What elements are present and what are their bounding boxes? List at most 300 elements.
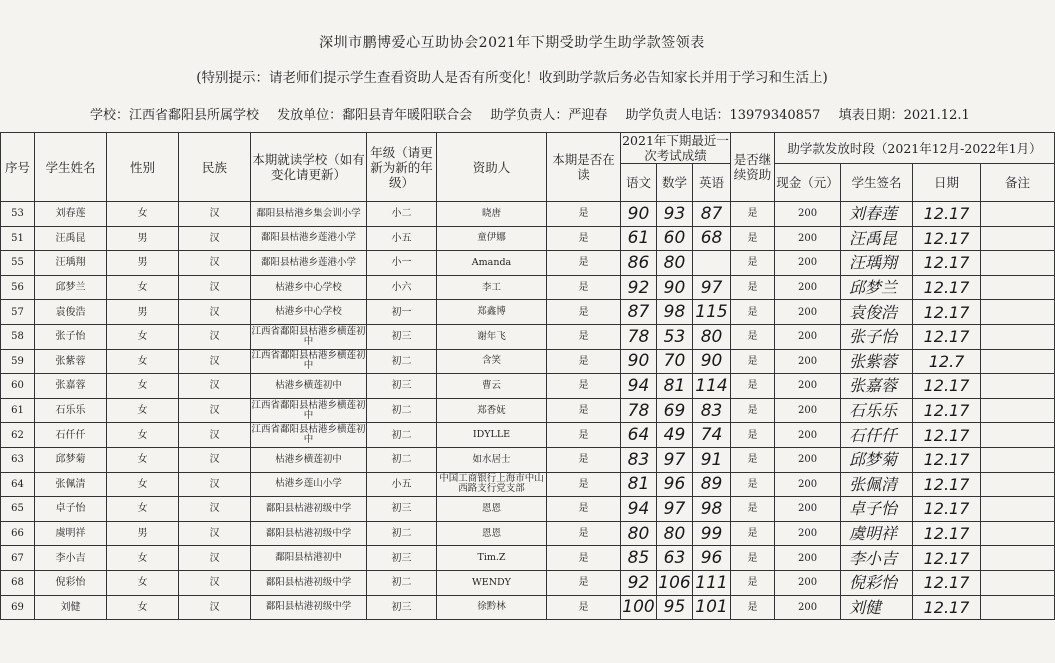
row-math: 81 xyxy=(657,374,693,399)
header-enrolled: 本期是否在读 xyxy=(547,133,621,202)
header-sponsor: 资助人 xyxy=(437,133,547,202)
row-signature: 张紫蓉 xyxy=(841,349,913,374)
row-math: 53 xyxy=(657,324,693,349)
row-continue: 是 xyxy=(731,398,775,423)
table-row xyxy=(1,226,1055,251)
table-row xyxy=(1,472,1055,497)
row-ethnic: 汉 xyxy=(179,497,251,522)
row-grade: 初二 xyxy=(367,423,437,448)
row-grade: 初三 xyxy=(367,324,437,349)
row-sponsor: WENDY xyxy=(437,570,547,595)
header-continue: 是否继续资助 xyxy=(731,133,775,202)
row-no: 60 xyxy=(1,374,35,399)
row-enrolled: 是 xyxy=(547,226,621,251)
row-no: 61 xyxy=(1,398,35,423)
row-grade: 初三 xyxy=(367,546,437,571)
header-signature: 学生签名 xyxy=(841,164,913,202)
row-gender: 女 xyxy=(107,570,179,595)
row-name: 张子怡 xyxy=(35,324,107,349)
row-date: 12.17 xyxy=(913,423,981,448)
row-chinese: 90 xyxy=(621,349,657,374)
info-school: 学校：江西省鄱阳县所属学校 xyxy=(90,108,260,123)
row-continue: 是 xyxy=(731,447,775,472)
row-gender: 女 xyxy=(107,202,179,227)
row-sponsor: 中国工商银行上海市中山西路支行党支部 xyxy=(437,472,547,497)
row-ethnic: 汉 xyxy=(179,374,251,399)
info-line xyxy=(90,104,984,123)
table-row xyxy=(1,398,1055,423)
row-enrolled: 是 xyxy=(547,202,621,227)
header-no: 序号 xyxy=(1,133,35,202)
row-gender: 男 xyxy=(107,521,179,546)
row-signature: 刘春莲 xyxy=(841,202,913,227)
row-english: 101 xyxy=(693,595,731,620)
row-math: 63 xyxy=(657,546,693,571)
row-name: 刘春莲 xyxy=(35,202,107,227)
row-sponsor: 曹云 xyxy=(437,374,547,399)
row-school: 鄱阳县枯港乡集会训小学 xyxy=(251,202,367,227)
row-grade: 初三 xyxy=(367,374,437,399)
row-english: 89 xyxy=(693,472,731,497)
row-date: 12.17 xyxy=(913,300,981,325)
row-math: 96 xyxy=(657,472,693,497)
row-continue: 是 xyxy=(731,472,775,497)
header-name: 学生姓名 xyxy=(35,133,107,202)
row-no: 59 xyxy=(1,349,35,374)
row-remark xyxy=(981,324,1055,349)
page-title: 深圳市鹏博爱心互助协会2021年下期受助学生助学款签领表 xyxy=(319,35,705,51)
row-cash: 200 xyxy=(775,398,841,423)
row-name: 卓子怡 xyxy=(35,497,107,522)
table-row xyxy=(1,202,1055,227)
row-continue: 是 xyxy=(731,275,775,300)
row-name: 邱梦菊 xyxy=(35,447,107,472)
row-english: 98 xyxy=(693,497,731,522)
row-cash: 200 xyxy=(775,349,841,374)
info-phone: 助学负责人电话：13979340857 xyxy=(625,108,821,123)
row-cash: 200 xyxy=(775,300,841,325)
row-school: 鄱阳县枯港乡莲港小学 xyxy=(251,251,367,276)
row-gender: 女 xyxy=(107,423,179,448)
row-name: 李小吉 xyxy=(35,546,107,571)
row-enrolled: 是 xyxy=(547,497,621,522)
row-enrolled: 是 xyxy=(547,349,621,374)
row-cash: 200 xyxy=(775,226,841,251)
row-cash: 200 xyxy=(775,374,841,399)
table-row xyxy=(1,546,1055,571)
row-school: 鄱阳县枯港乡莲港小学 xyxy=(251,226,367,251)
row-school: 枯港乡横莲初中 xyxy=(251,374,367,399)
row-enrolled: 是 xyxy=(547,595,621,620)
row-no: 56 xyxy=(1,275,35,300)
row-math: 98 xyxy=(657,300,693,325)
row-remark xyxy=(981,374,1055,399)
sign-table xyxy=(0,132,1055,620)
row-continue: 是 xyxy=(731,202,775,227)
row-continue: 是 xyxy=(731,300,775,325)
row-date: 12.17 xyxy=(913,472,981,497)
row-remark xyxy=(981,275,1055,300)
row-gender: 女 xyxy=(107,472,179,497)
header-remark: 备注 xyxy=(981,164,1055,202)
row-grade: 初一 xyxy=(367,300,437,325)
row-signature: 邱梦兰 xyxy=(841,275,913,300)
row-chinese: 83 xyxy=(621,447,657,472)
row-enrolled: 是 xyxy=(547,398,621,423)
row-gender: 女 xyxy=(107,275,179,300)
row-no: 57 xyxy=(1,300,35,325)
row-grade: 初二 xyxy=(367,349,437,374)
row-sponsor: 郑香妩 xyxy=(437,398,547,423)
row-math: 80 xyxy=(657,521,693,546)
row-signature: 卓子怡 xyxy=(841,497,913,522)
row-continue: 是 xyxy=(731,570,775,595)
row-cash: 200 xyxy=(775,546,841,571)
row-enrolled: 是 xyxy=(547,423,621,448)
row-no: 55 xyxy=(1,251,35,276)
row-no: 69 xyxy=(1,595,35,620)
row-sponsor: 含笑 xyxy=(437,349,547,374)
row-enrolled: 是 xyxy=(547,546,621,571)
row-math: 106 xyxy=(657,570,693,595)
table-row xyxy=(1,570,1055,595)
row-grade: 初二 xyxy=(367,447,437,472)
row-continue: 是 xyxy=(731,349,775,374)
row-name: 袁俊浩 xyxy=(35,300,107,325)
row-signature: 张子怡 xyxy=(841,324,913,349)
row-ethnic: 汉 xyxy=(179,546,251,571)
row-ethnic: 汉 xyxy=(179,275,251,300)
row-school: 鄱阳县枯港初级中学 xyxy=(251,595,367,620)
row-school: 枯港乡中心学校 xyxy=(251,275,367,300)
row-enrolled: 是 xyxy=(547,374,621,399)
row-gender: 女 xyxy=(107,497,179,522)
row-enrolled: 是 xyxy=(547,324,621,349)
row-school: 江西省鄱阳县枯港乡横莲初中 xyxy=(251,423,367,448)
row-chinese: 90 xyxy=(621,202,657,227)
header-grade: 年级（请更新为新的年级） xyxy=(367,133,437,202)
row-no: 53 xyxy=(1,202,35,227)
row-signature: 张嘉蓉 xyxy=(841,374,913,399)
row-gender: 女 xyxy=(107,447,179,472)
header-ethnic: 民族 xyxy=(179,133,251,202)
row-date: 12.17 xyxy=(913,570,981,595)
row-english: 115 xyxy=(693,300,731,325)
row-math: 80 xyxy=(657,251,693,276)
row-no: 68 xyxy=(1,570,35,595)
row-continue: 是 xyxy=(731,251,775,276)
row-ethnic: 汉 xyxy=(179,398,251,423)
row-no: 62 xyxy=(1,423,35,448)
row-signature: 邱梦菊 xyxy=(841,447,913,472)
row-signature: 汪瑀翔 xyxy=(841,251,913,276)
row-sponsor: 晓唐 xyxy=(437,202,547,227)
row-math: 93 xyxy=(657,202,693,227)
row-sponsor: 李工 xyxy=(437,275,547,300)
row-math: 97 xyxy=(657,497,693,522)
row-cash: 200 xyxy=(775,472,841,497)
row-signature: 刘健 xyxy=(841,595,913,620)
row-name: 汪禹昆 xyxy=(35,226,107,251)
row-cash: 200 xyxy=(775,202,841,227)
info-date: 填表日期：2021.12.1 xyxy=(838,108,970,123)
row-ethnic: 汉 xyxy=(179,251,251,276)
row-ethnic: 汉 xyxy=(179,472,251,497)
row-date: 12.17 xyxy=(913,521,981,546)
row-no: 65 xyxy=(1,497,35,522)
row-gender: 女 xyxy=(107,595,179,620)
row-continue: 是 xyxy=(731,595,775,620)
row-enrolled: 是 xyxy=(547,570,621,595)
row-ethnic: 汉 xyxy=(179,447,251,472)
row-remark xyxy=(981,398,1055,423)
header-chinese: 语文 xyxy=(621,164,657,202)
row-grade: 初二 xyxy=(367,521,437,546)
row-sponsor: 郑鑫博 xyxy=(437,300,547,325)
row-sponsor: 恩恩 xyxy=(437,497,547,522)
row-remark xyxy=(981,349,1055,374)
row-date: 12.17 xyxy=(913,595,981,620)
table-row xyxy=(1,324,1055,349)
row-enrolled: 是 xyxy=(547,300,621,325)
row-signature: 张佩清 xyxy=(841,472,913,497)
row-chinese: 94 xyxy=(621,374,657,399)
header-school: 本期就读学校（如有变化请更新） xyxy=(251,133,367,202)
header-english: 英语 xyxy=(693,164,731,202)
row-name: 石仟仟 xyxy=(35,423,107,448)
row-date: 12.17 xyxy=(913,324,981,349)
row-date: 12.7 xyxy=(913,349,981,374)
row-cash: 200 xyxy=(775,570,841,595)
row-remark xyxy=(981,521,1055,546)
row-continue: 是 xyxy=(731,374,775,399)
row-school: 枯港乡莲山小学 xyxy=(251,472,367,497)
row-gender: 男 xyxy=(107,251,179,276)
header-period: 助学款发放时段（2021年12月-2022年1月） xyxy=(775,133,1055,164)
row-remark xyxy=(981,251,1055,276)
row-enrolled: 是 xyxy=(547,447,621,472)
row-date: 12.17 xyxy=(913,546,981,571)
row-gender: 女 xyxy=(107,398,179,423)
row-gender: 女 xyxy=(107,324,179,349)
row-gender: 女 xyxy=(107,349,179,374)
table-row xyxy=(1,423,1055,448)
row-no: 58 xyxy=(1,324,35,349)
row-ethnic: 汉 xyxy=(179,300,251,325)
row-chinese: 85 xyxy=(621,546,657,571)
row-continue: 是 xyxy=(731,546,775,571)
row-remark xyxy=(981,447,1055,472)
row-english: 96 xyxy=(693,546,731,571)
row-english: 114 xyxy=(693,374,731,399)
row-chinese: 92 xyxy=(621,275,657,300)
row-grade: 小六 xyxy=(367,275,437,300)
row-sponsor: 童伊娜 xyxy=(437,226,547,251)
header-gender: 性别 xyxy=(107,133,179,202)
row-enrolled: 是 xyxy=(547,251,621,276)
row-continue: 是 xyxy=(731,521,775,546)
row-english: 83 xyxy=(693,398,731,423)
row-cash: 200 xyxy=(775,595,841,620)
row-cash: 200 xyxy=(775,521,841,546)
table-row xyxy=(1,275,1055,300)
table-row xyxy=(1,447,1055,472)
row-grade: 小五 xyxy=(367,226,437,251)
row-ethnic: 汉 xyxy=(179,202,251,227)
row-date: 12.17 xyxy=(913,202,981,227)
row-ethnic: 汉 xyxy=(179,521,251,546)
row-signature: 石仟仟 xyxy=(841,423,913,448)
row-name: 刘健 xyxy=(35,595,107,620)
row-no: 63 xyxy=(1,447,35,472)
row-math: 49 xyxy=(657,423,693,448)
row-sponsor: 恩恩 xyxy=(437,521,547,546)
row-chinese: 94 xyxy=(621,497,657,522)
row-chinese: 78 xyxy=(621,398,657,423)
row-english: 91 xyxy=(693,447,731,472)
row-date: 12.17 xyxy=(913,374,981,399)
row-no: 67 xyxy=(1,546,35,571)
row-sponsor: Amanda xyxy=(437,251,547,276)
row-english: 68 xyxy=(693,226,731,251)
row-signature: 汪禹昆 xyxy=(841,226,913,251)
row-continue: 是 xyxy=(731,497,775,522)
row-remark xyxy=(981,300,1055,325)
table-row xyxy=(1,521,1055,546)
row-gender: 女 xyxy=(107,374,179,399)
row-no: 66 xyxy=(1,521,35,546)
row-remark xyxy=(981,570,1055,595)
row-gender: 女 xyxy=(107,546,179,571)
table-row xyxy=(1,497,1055,522)
row-chinese: 80 xyxy=(621,521,657,546)
row-enrolled: 是 xyxy=(547,275,621,300)
row-name: 张佩清 xyxy=(35,472,107,497)
row-sponsor: IDYLLE xyxy=(437,423,547,448)
row-english: 99 xyxy=(693,521,731,546)
row-grade: 小一 xyxy=(367,251,437,276)
row-name: 汪瑀翔 xyxy=(35,251,107,276)
row-sponsor: 如水居士 xyxy=(437,447,547,472)
row-cash: 200 xyxy=(775,423,841,448)
row-remark xyxy=(981,546,1055,571)
info-contact: 助学负责人：严迎春 xyxy=(490,108,608,123)
row-ethnic: 汉 xyxy=(179,324,251,349)
row-cash: 200 xyxy=(775,447,841,472)
row-english: 111 xyxy=(693,570,731,595)
header-cash: 现金（元） xyxy=(775,164,841,202)
row-chinese: 81 xyxy=(621,472,657,497)
row-ethnic: 汉 xyxy=(179,570,251,595)
row-chinese: 100 xyxy=(621,595,657,620)
row-sponsor: Tim.Z xyxy=(437,546,547,571)
row-remark xyxy=(981,202,1055,227)
row-gender: 男 xyxy=(107,300,179,325)
row-school: 枯港乡横莲初中 xyxy=(251,447,367,472)
row-grade: 初二 xyxy=(367,570,437,595)
row-math: 90 xyxy=(657,275,693,300)
row-name: 张嘉蓉 xyxy=(35,374,107,399)
row-gender: 男 xyxy=(107,226,179,251)
row-ethnic: 汉 xyxy=(179,595,251,620)
row-name: 石乐乐 xyxy=(35,398,107,423)
row-remark xyxy=(981,595,1055,620)
row-sponsor: 谢年飞 xyxy=(437,324,547,349)
row-cash: 200 xyxy=(775,324,841,349)
row-enrolled: 是 xyxy=(547,472,621,497)
row-signature: 石乐乐 xyxy=(841,398,913,423)
row-grade: 初三 xyxy=(367,595,437,620)
info-issuer: 发放单位：鄱阳县青年暖阳联合会 xyxy=(277,108,473,123)
row-signature: 倪彩怡 xyxy=(841,570,913,595)
table-row xyxy=(1,349,1055,374)
row-date: 12.17 xyxy=(913,497,981,522)
notice: (特别提示：请老师们提示学生查看资助人是否有所变化！收到助学款后务必告知家长并用于学习和生活上) xyxy=(196,70,828,86)
row-date: 12.17 xyxy=(913,275,981,300)
row-english: 80 xyxy=(693,324,731,349)
row-english: 90 xyxy=(693,349,731,374)
row-grade: 初二 xyxy=(367,398,437,423)
row-math: 69 xyxy=(657,398,693,423)
row-english: 87 xyxy=(693,202,731,227)
row-signature: 李小吉 xyxy=(841,546,913,571)
row-remark xyxy=(981,472,1055,497)
header-math: 数学 xyxy=(657,164,693,202)
row-cash: 200 xyxy=(775,497,841,522)
table-row xyxy=(1,251,1055,276)
row-math: 60 xyxy=(657,226,693,251)
row-signature: 虞明祥 xyxy=(841,521,913,546)
row-no: 64 xyxy=(1,472,35,497)
row-school: 鄱阳县枯港初级中学 xyxy=(251,521,367,546)
row-school: 枯港乡中心学校 xyxy=(251,300,367,325)
row-school: 鄱阳县枯港初级中学 xyxy=(251,497,367,522)
row-cash: 200 xyxy=(775,251,841,276)
row-grade: 小五 xyxy=(367,472,437,497)
row-cash: 200 xyxy=(775,275,841,300)
row-remark xyxy=(981,423,1055,448)
row-chinese: 86 xyxy=(621,251,657,276)
row-school: 鄱阳县枯港初级中学 xyxy=(251,570,367,595)
row-name: 虞明祥 xyxy=(35,521,107,546)
row-chinese: 87 xyxy=(621,300,657,325)
row-chinese: 64 xyxy=(621,423,657,448)
row-school: 江西省鄱阳县枯港乡横莲初中 xyxy=(251,324,367,349)
row-sponsor: 徐黔林 xyxy=(437,595,547,620)
row-signature: 袁俊浩 xyxy=(841,300,913,325)
table-row xyxy=(1,595,1055,620)
row-name: 倪彩怡 xyxy=(35,570,107,595)
row-ethnic: 汉 xyxy=(179,349,251,374)
row-chinese: 92 xyxy=(621,570,657,595)
row-remark xyxy=(981,497,1055,522)
row-continue: 是 xyxy=(731,324,775,349)
row-date: 12.17 xyxy=(913,398,981,423)
header-date: 日期 xyxy=(913,164,981,202)
row-english: 97 xyxy=(693,275,731,300)
row-date: 12.17 xyxy=(913,447,981,472)
row-english: 74 xyxy=(693,423,731,448)
row-remark xyxy=(981,226,1055,251)
row-school: 鄱阳县枯港初中 xyxy=(251,546,367,571)
row-continue: 是 xyxy=(731,226,775,251)
row-enrolled: 是 xyxy=(547,521,621,546)
row-grade: 初三 xyxy=(367,497,437,522)
row-school: 江西省鄱阳县枯港乡横莲初中 xyxy=(251,398,367,423)
row-english xyxy=(693,251,731,276)
row-ethnic: 汉 xyxy=(179,423,251,448)
row-date: 12.17 xyxy=(913,226,981,251)
